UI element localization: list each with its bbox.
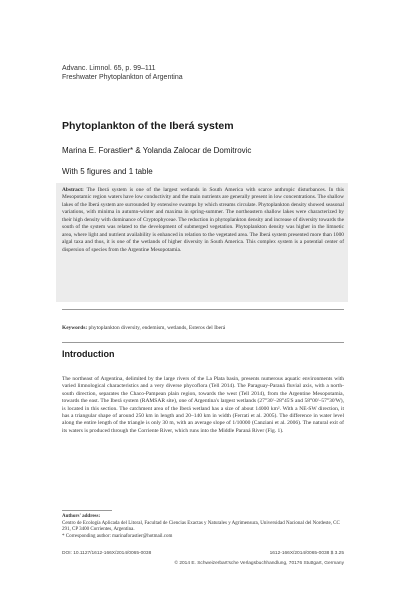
figures-note: With 5 figures and 1 table — [62, 167, 153, 176]
author-list: Marina E. Forastier* & Yolanda Zalocar de Domitrovic — [62, 146, 252, 155]
footnote-divider — [62, 510, 112, 511]
issn-price: 1612-166X/2014/0065-0038 $ 3.25 — [269, 551, 344, 556]
copyright-line: © 2014 E. Schweizerbart'sche Verlagsbuchhandlung, 70176 Stuttgart, Germany — [174, 561, 344, 566]
introduction-text: The northeast of Argentina, delimited by the large rivers of the La Plata basin, presents numerous aquatic environments with varied limnological characteristics and a very diverse phycoflora (Tell 2014). The Paraguay-Paraná fluvial axis, with a north-south direction, separates the Chaco-Pampean plain region, towards the west (Tell 2014), from the Argentine Mesopotamia, towards the east. The Iberá system (RAMSAR site), one of Argentina's largest wetlands (27°30'–28°45'S and 58°00'–57°30'W), is located in this section. The catchment area of the Iberá wetland has a size of about 14000 km². With a NE-SW direction, it has a triangular shape of around 250 km in length and 20–140 km in width (Ferrati et al. 2005). The difference in water level along the entire length of the triangle is only 30 m, with an average slope of 1/10000 (Canziani et al. 2006). The natural exit of its waters is produced through the Corriente River, which runs into the Middle Paraná River (Fig. 1). — [62, 376, 344, 434]
abstract-text: The Iberá system is one of the largest wetlands in South America with scarce anthropic disturbances. In this Mesopotamic region waters have low conductivity and the main nutrients are generally present in low concentrations. The shallow lakes of the Iberá system are surrounded by extensive swamps by which streams circulate. Phytoplankton density showed seasonal variations, with minima in autumn-winter and maxima in spring-summer. The northeastern shallow lakes were characterized by their high density with dominance of Cryptophyceae. The reduction in phytoplankton density and increase of diversity towards the south of the system was related to the development of submerged vegetation. Phytoplankton density was higher in the limnetic area, where light and nutrient availability is enhanced in relation to the vegetated area. The Iberá system presented more than 1000 algal taxa and thus, it is one of the wetlands of higher diversity in South America. This complex system is a potential center of dispersion of species from the Argentine Mesopotamia. — [62, 187, 344, 253]
article-title: Phytoplankton of the Iberá system — [62, 120, 234, 132]
keywords-divider — [62, 309, 344, 310]
series-title: Freshwater Phytoplankton of Argentina — [62, 74, 183, 81]
doi-row — [62, 551, 344, 556]
keywords — [62, 325, 344, 331]
introduction-heading: Introduction — [62, 349, 115, 359]
keywords-text: phytoplankton diversity, endemism, wetlands, Esteros del Iberá — [88, 325, 226, 331]
corresponding-author: * Corresponding author: marinaforastier@hotmail.com — [62, 533, 173, 539]
journal-citation: Advanc. Limnol. 65, p. 99–111 — [62, 65, 156, 72]
doi: DOI: 10.1127/1612-166X/2014/0065-0038 — [62, 551, 152, 556]
abstract — [62, 187, 344, 254]
address-label: Authors' address: — [62, 514, 101, 519]
running-head — [62, 64, 183, 82]
author-footnote — [62, 514, 344, 540]
abstract-label: Abstract: — [62, 187, 84, 193]
keywords-label: Keywords: — [62, 325, 88, 331]
author-address: Centro de Ecología Aplicada del Litoral, Facultad de Ciencias Exactas y Naturales y Agrimensura, Universidad Nacional del Nordeste, CC 291, CP 3400 Corrientes, Argentina. — [62, 520, 340, 532]
section-divider — [62, 342, 344, 343]
